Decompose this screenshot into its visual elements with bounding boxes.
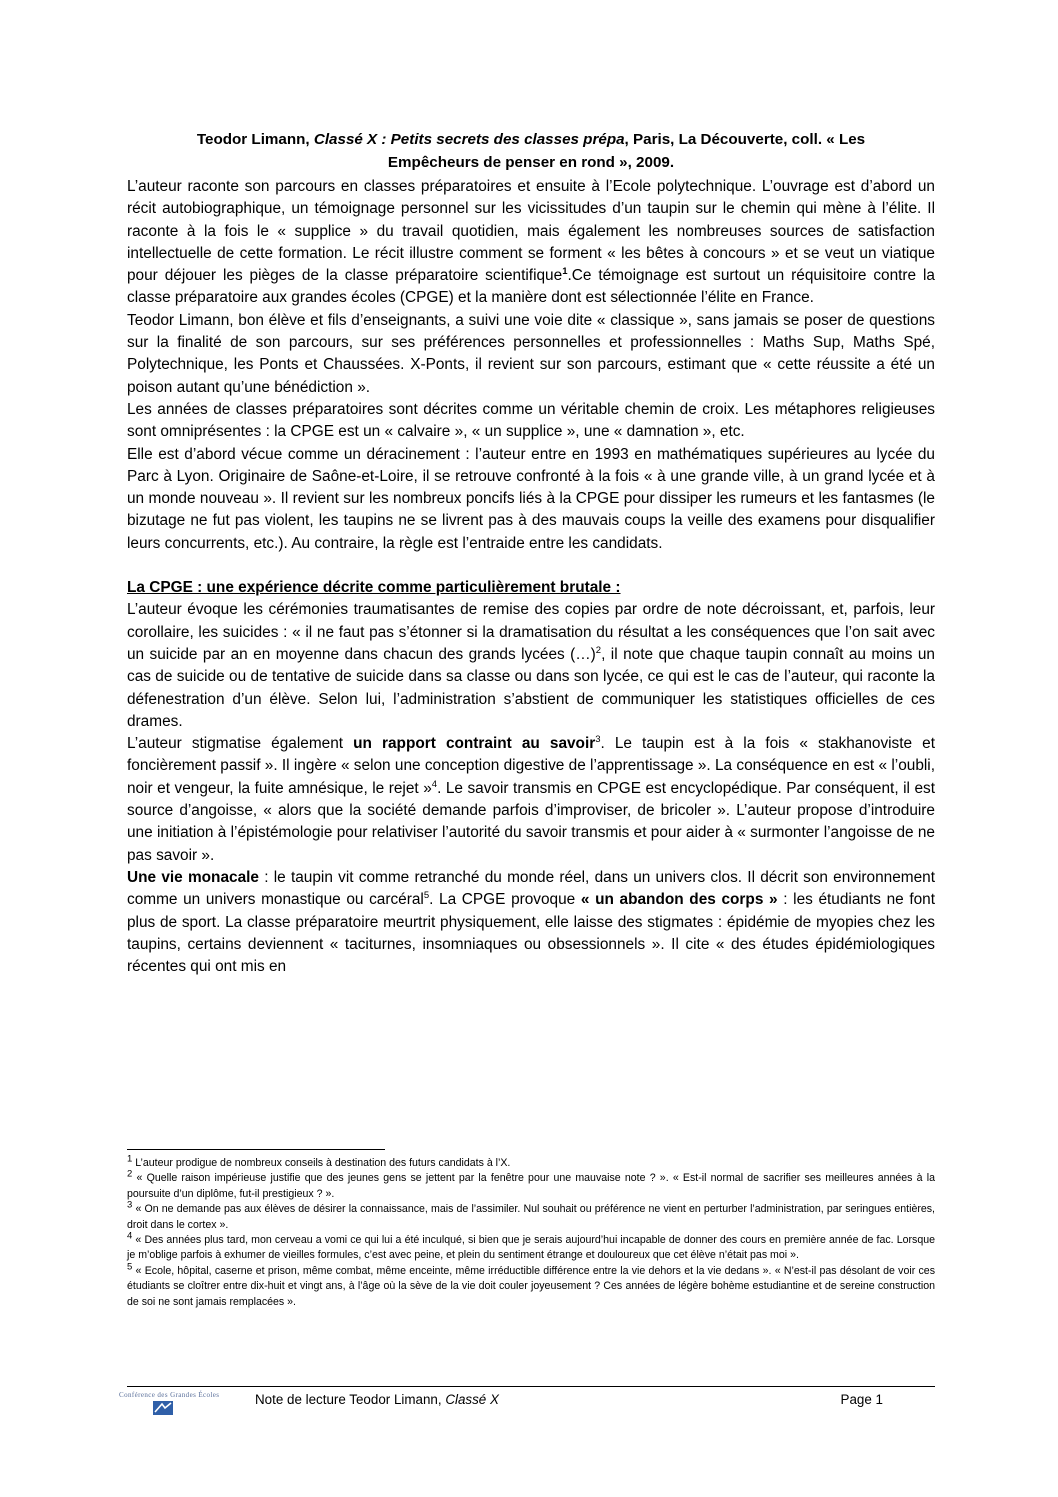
footnotes xyxy=(127,1153,935,1310)
logo-wordmark: Conférence des Grandes Écoles xyxy=(119,1391,220,1399)
footnote-text: « Ecole, hôpital, caserne et prison, même combat, même enceinte, même irréductible différence entre la vie dehors et la vie dedans ». « N’est-il pas désolant de voir ces étudiants se cloîtrer entre dix-huit et vingt ans, à l’âge où la sève de la vie doit couler joyeusement ? Ces années de légère bohème estudiantine et de sereine construction de soi ne sont jamais remplacées ». xyxy=(127,1264,935,1308)
footer-note-book: Classé X xyxy=(445,1392,499,1407)
footnote-separator xyxy=(127,1149,385,1150)
footnote-ref: 2 xyxy=(595,644,602,656)
text-run: : le taupin vit comme retranché du monde réel, dans un univers clos. Il décrit son environnement comme un univers monastique ou carcéral xyxy=(127,868,935,909)
bold-phrase: « un abandon des corps » xyxy=(580,891,778,909)
section-paragraph-1 xyxy=(127,599,935,733)
section-heading xyxy=(127,577,935,599)
footer-separator xyxy=(127,1386,935,1387)
footnote xyxy=(127,1168,935,1202)
text-run: . Le savoir transmis en CPGE est encyclopédique. Par conséquent, il est source d’angoisse, « alors que la société demande parfois d’improviser, de bricoler ». L’auteur propose d’introduire une initiation à l’épistémologie pour relativiser l’autorité du savoir transmis et pour aider à « surmonter l’angoisse de ne pas savoir ». xyxy=(127,779,935,864)
footer-note-text: Note de lecture Teodor Limann, xyxy=(255,1392,446,1407)
intro-paragraph-2: Teodor Limann, bon élève et fils d’enseignants, a suivi une voie dite « classique », sans jamais se poser de questions sur la finalité de son parcours, sur ses préférences personnelles et professionnelles : Maths Sup, Maths Spé, Polytechnique, les Ponts et Chaussées. X-Ponts, il revient sur son parcours, estimant que « cette réussite a été un poison autant qu’une bénédiction ». xyxy=(127,311,935,396)
bold-phrase: un rapport contraint au savoir xyxy=(353,735,596,753)
document-title xyxy=(127,128,935,174)
footnote-text: « Des années plus tard, mon cerveau a vomi ce qui lui a été inculqué, si bien que je serais aujourd’hui incapable de donner des cours en première année de fac. Lorsque je m’oblige parfois à exhumer de vieilles formules, c’est avec peine, et plein du sentiment étrange et douloureux que cet élève n’était pas moi ». xyxy=(127,1234,935,1262)
title-book: Classé X : Petits secrets des classes prépa xyxy=(313,131,625,148)
text-run: L’auteur stigmatise également xyxy=(127,735,354,753)
intro-paragraph-1 xyxy=(127,176,935,310)
section-paragraph-2 xyxy=(127,733,935,867)
footnote xyxy=(127,1153,935,1171)
bold-phrase: Une vie monacale xyxy=(127,868,259,886)
intro-paragraph-3: Les années de classes préparatoires sont décrites comme un véritable chemin de croix. Les métaphores religieuses sont omniprésentes : la CPGE est un « calvaire », « un supplice », une « damnation », etc. xyxy=(127,400,935,441)
footnote-text: « On ne demande pas aux élèves de désirer la connaissance, mais de l’assimiler. Nul souhait ou préférence ne vient en perturber l’administration, par seringues entières, droit dans le cortex ». xyxy=(127,1203,935,1231)
title-line2: Empêcheurs de penser en rond », 2009. xyxy=(387,154,675,171)
text-run: L’auteur raconte son parcours en classes préparatoires et ensuite à l’Ecole polytechnique. L’ouvrage est d’abord un récit autobiographique, un témoignage personnel sur les vicissitudes d’un taupin sur le chemin qui mène à l’élite. Il raconte à la fois le « supplice » du travail quotidien, mais également les nombreuses sources de satisfaction intellectuelle de cette formation. Le récit illustre comment se forment « les bêtes à concours » et se veut un viatique pour déjouer les pièges de la classe préparatoire scientifique xyxy=(127,178,935,285)
footnote-text: « Quelle raison impérieuse justifie que des jeunes gens se jettent par la fenêtre pour une mauvaise note ? ». « Est-il normal de sacrifier ses meilleures années à la poursuite d’un diplôme, fut-il prestigieux ? ». xyxy=(127,1172,935,1200)
page-number: Page 1 xyxy=(840,1392,883,1407)
text-run: . La CPGE provoque xyxy=(429,891,581,909)
footnote-number: 1 xyxy=(127,1153,133,1165)
section-heading-text: La CPGE : une expérience décrite comme particulièrement brutale : xyxy=(127,579,621,597)
footnote-ref: 1 xyxy=(562,266,568,278)
title-rest: , Paris, La Découverte, coll. « Les xyxy=(624,131,866,148)
document-body xyxy=(127,176,935,978)
footnote-ref: 4 xyxy=(431,778,438,790)
footnote-number: 3 xyxy=(127,1199,133,1211)
title-author: Teodor Limann, xyxy=(196,131,314,148)
footnote-ref: 5 xyxy=(423,890,430,902)
logo-mark-icon xyxy=(153,1401,173,1415)
footnote-number: 5 xyxy=(127,1261,133,1273)
footnote xyxy=(127,1199,935,1233)
intro-paragraph-4: Elle est d’abord vécue comme un déracinement : l’auteur entre en 1993 en mathématiques supérieures au lycée du Parc à Lyon. Originaire de Saône-et-Loire, il se retrouve confronté à la fois « à une grande ville, à un grand lycée et à un monde nouveau ». Il revient sur les nombreux poncifs liés à la CPGE pour dissiper les rumeurs et les fantasmes (le bizutage ne fut pas violent, les taupins ne se livrent pas à des mauvais coups la veille des examens pour disqualifier leurs concurrents, etc.). Au contraire, la règle est l’entraide entre les candidats. xyxy=(127,445,935,552)
footnote-ref: 3 xyxy=(595,734,601,745)
footnote-text: L’auteur prodigue de nombreux conseils à destination des futurs candidats à l’X. xyxy=(132,1157,511,1169)
section-paragraph-3 xyxy=(127,867,935,978)
text-run: : les étudiants ne font plus de sport. La classe préparatoire meurtrit physiquement, elle laisse des stigmates : épidémie de myopies chez les taupins, certains deviennent « taciturnes, insomniaques ou obsessionnels ». Il cite « des études épidémiologiques récentes qui ont mis en xyxy=(127,891,936,976)
footer-note xyxy=(255,1392,499,1407)
text-run: , il note que chaque taupin connaît au moins un cas de suicide ou de tentative de suicide dans sa classe ou dans son lycée, ce qui est le cas de l’auteur, qui raconte la défenestration d’un élève. Selon lui, l’administration s’abstient de communiquer les statistiques officielles de ces drames. xyxy=(127,645,935,730)
footnote-number: 4 xyxy=(127,1230,133,1242)
footnote-number: 2 xyxy=(127,1168,133,1180)
text-run: .Ce témoignage est surtout un réquisitoire contre la classe préparatoire aux grandes écoles (CPGE) et la manière dont est sélectionnée l’élite en France. xyxy=(127,267,935,307)
footer-logo xyxy=(119,1391,219,1421)
footnote xyxy=(127,1261,935,1310)
text-run: L’auteur évoque les cérémonies traumatisantes de remise des copies par ordre de note décroissant, et, parfois, leur corollaire, les suicides : « il ne faut pas s’étonner si la dramatisation du résultat a les conséquences que l’on sait avec un suicide par an en moyenne dans chacun des grands lycées (…) xyxy=(127,601,935,663)
footnote xyxy=(127,1230,935,1264)
text-run: . Le taupin est à la fois « stakhanoviste et foncièrement passif ». Il ingère « selon une conception digestive de l’apprentissage ». La conséquence en est « l’oubli, noir et vengeur, la fuite amnésique, le rejet » xyxy=(127,735,935,797)
